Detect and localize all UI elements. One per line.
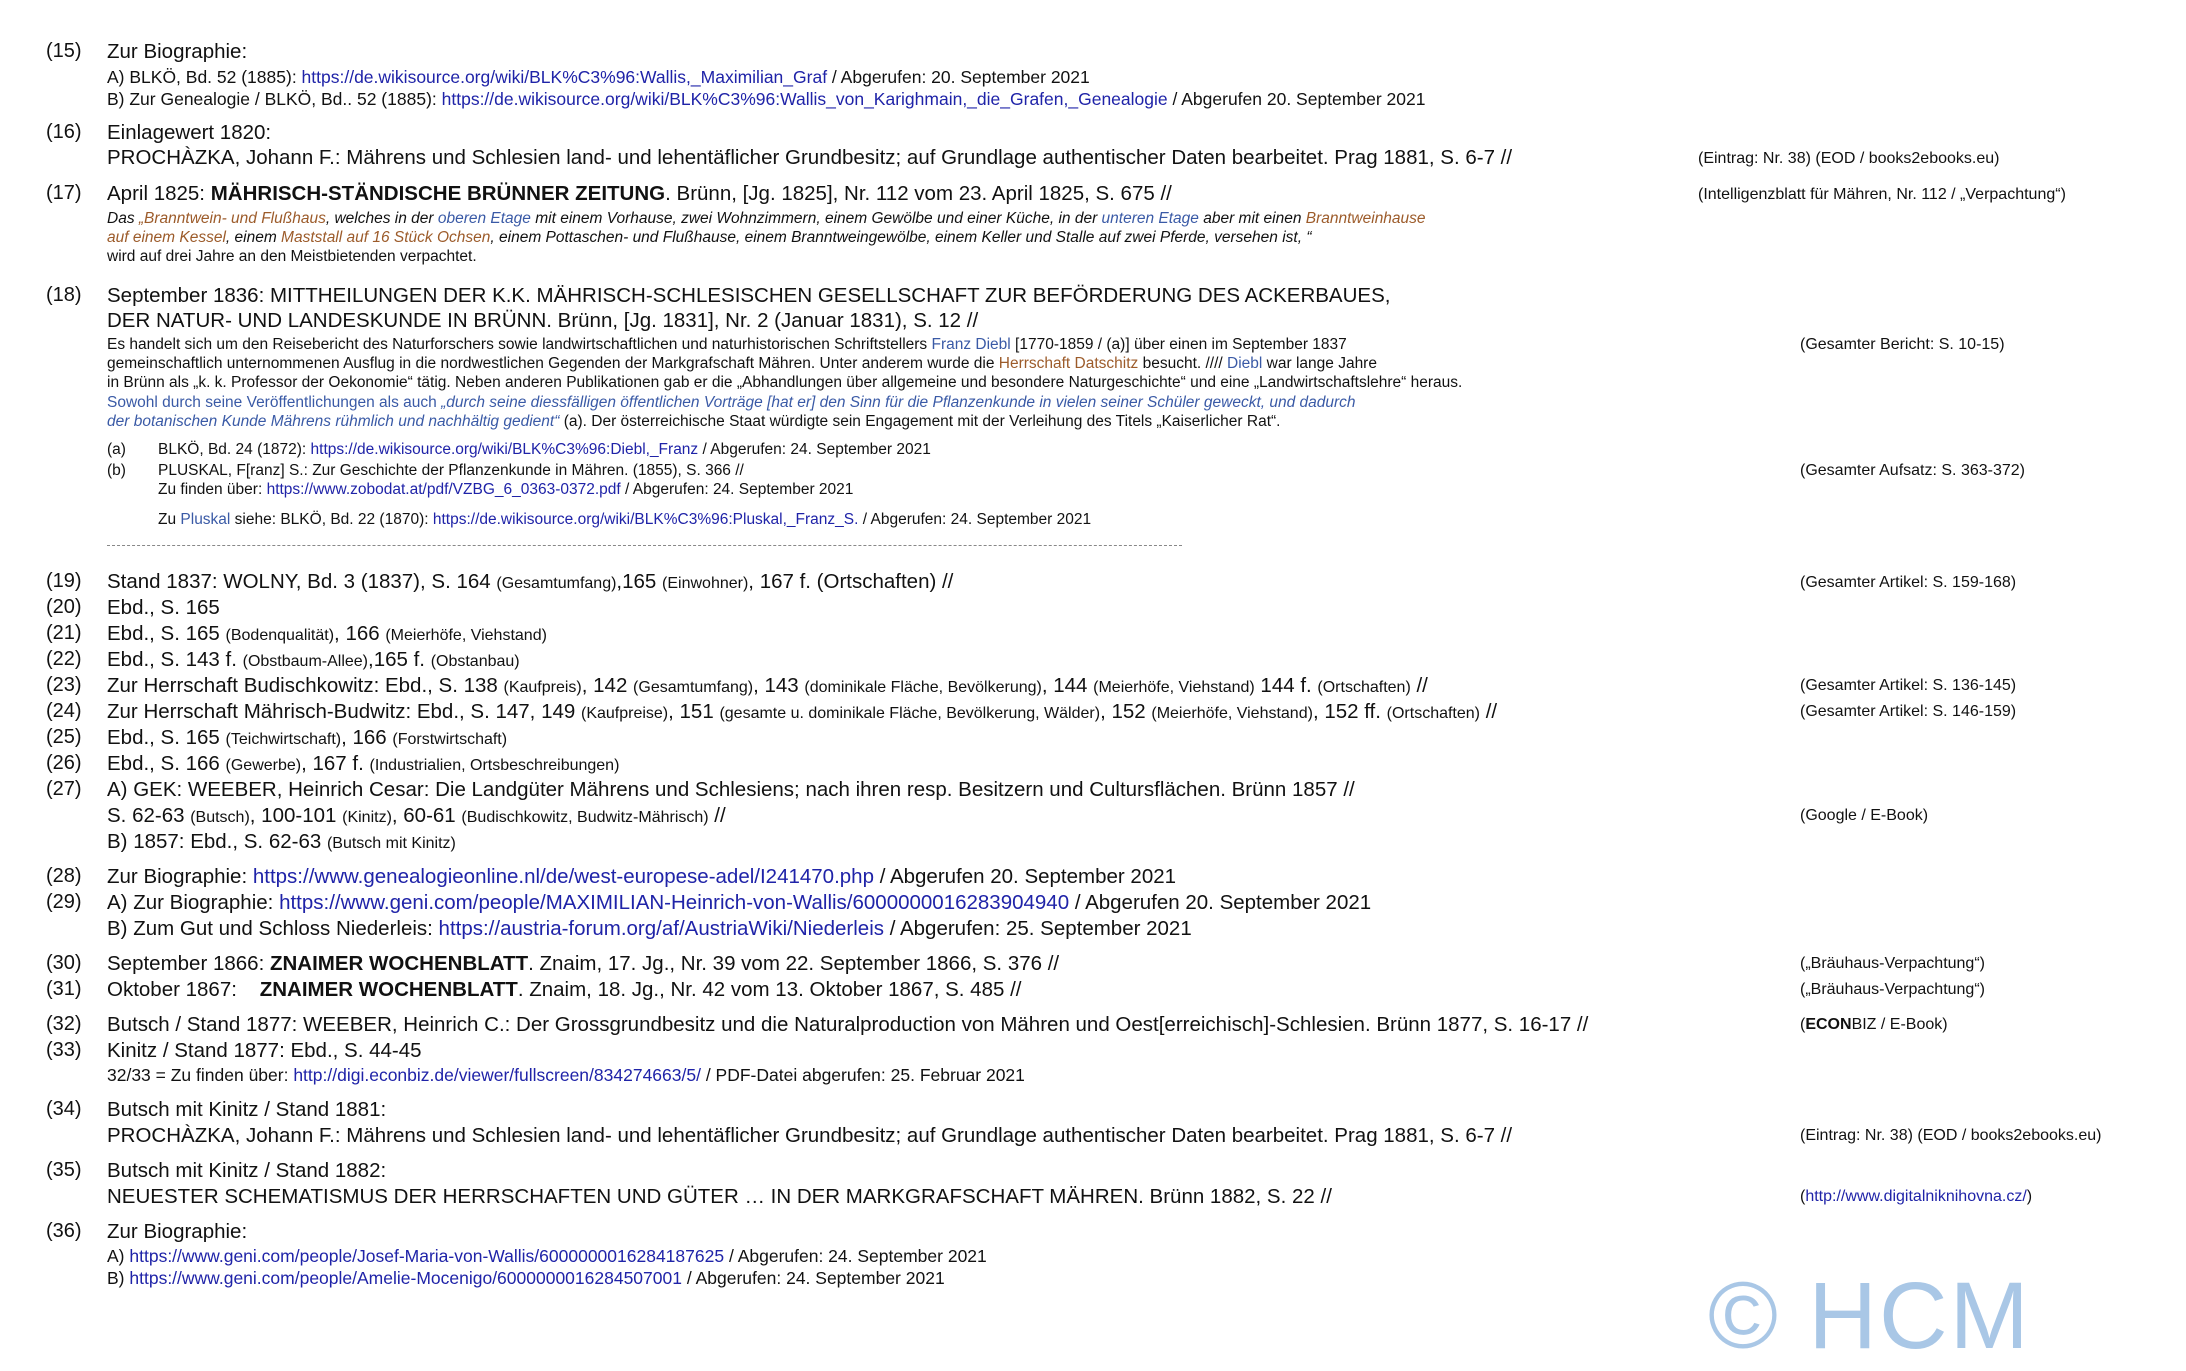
text: B) 1857: Ebd., S. 62-63 <box>107 830 327 853</box>
text: (Budischkowitz, Budwitz-Mährisch) <box>461 809 709 826</box>
text: (Industrialien, Ortsbeschreibungen) <box>369 757 620 774</box>
text: . Brünn, [Jg. 1825], Nr. 112 vom 23. April 1825, S. 675 // <box>665 182 1172 205</box>
text: (Gesamtumfang) <box>633 679 754 696</box>
note-number: (15) <box>46 40 82 62</box>
note-source: (Gesamter Artikel: S. 159-168) <box>1800 574 2017 591</box>
note-line: PROCHÀZKA, Johann F.: Mährens und Schlesien land- und lehentäflicher Grundbesitz; auf Grundlage authentischer Daten bearbeitet. Prag 1881, S. 6-7 // <box>107 146 1513 169</box>
text: Ebd., S. 166 <box>107 752 226 775</box>
text: Herrschaft Datschitz <box>998 355 1139 372</box>
text: B) Zur Genealogie / BLKÖ, Bd.. 52 (1885): <box>107 89 442 109</box>
note-number: (29) <box>46 891 82 913</box>
text: siehe: BLKÖ, Bd. 22 (1870): <box>230 511 433 528</box>
note-line <box>107 570 953 594</box>
note-line <box>107 865 1176 889</box>
text: / Abgerufen: 24. September 2021 <box>681 1268 945 1288</box>
note-line <box>107 752 619 776</box>
text: / Abgerufen: 20. September 2021 <box>827 67 1090 87</box>
text: / PDF-Datei abgerufen: 25. Februar 2021 <box>700 1065 1025 1085</box>
note-line: Butsch / Stand 1877: WEEBER, Heinrich C.: Der Grossgrundbesitz und die Naturalproduction von Mähren und Oest[erreichisch]-Schlesien. Brünn 1877, S. 16-17 // <box>107 1013 1589 1036</box>
paragraph-line <box>107 394 1356 412</box>
note-line <box>107 1246 987 1267</box>
text: ECON <box>1805 1016 1852 1033</box>
ref-line <box>158 481 853 499</box>
note-source: (Gesamter Bericht: S. 10-15) <box>1800 336 2005 353</box>
note-line <box>107 1065 1025 1086</box>
note-source: (Eintrag: Nr. 38) (EOD / books2ebooks.eu) <box>1698 150 2000 167</box>
wikisource-link[interactable]: https://de.wikisource.org/wiki/BLK%C3%96:Wallis,_Maximilian_Graf <box>301 67 828 87</box>
text: / Abgerufen: 24. September 2021 <box>858 511 1092 528</box>
note-line <box>107 648 520 672</box>
text: , 143 <box>753 674 805 697</box>
text: Zu finden über: <box>158 481 267 498</box>
text: , 144 <box>1041 674 1094 697</box>
note-number: (33) <box>46 1039 82 1061</box>
text: (Forstwirtschaft) <box>392 731 508 748</box>
note-line: NEUESTER SCHEMATISMUS DER HERRSCHAFTEN UND GÜTER … IN DER MARKGRAFSCHAFT MÄHREN. Brünn 1882, S. 22 // <box>107 1185 1332 1208</box>
wikisource-link[interactable]: https://de.wikisource.org/wiki/BLK%C3%96:Wallis_von_Karighmain,_die_Grafen,_Genealogie <box>441 89 1168 109</box>
note-line: Einlagewert 1820: <box>107 121 272 144</box>
note-title: Zur Biographie: <box>107 1220 248 1243</box>
note-line <box>107 917 1192 941</box>
note-number: (27) <box>46 778 82 800</box>
ref-label: (a) <box>107 441 126 458</box>
paragraph-line <box>107 355 1377 373</box>
note-source: (Gesamter Artikel: S. 146-159) <box>1800 703 2017 720</box>
quote-line <box>107 229 1312 247</box>
note-source <box>1800 1016 1948 1034</box>
note-number: (23) <box>46 674 82 696</box>
text: . Znaim, 17. Jg., Nr. 39 vom 22. September 1866, S. 376 // <box>528 952 1060 975</box>
text: ,165 <box>616 570 663 593</box>
note-line: PROCHÀZKA, Johann F.: Mährens und Schlesien land- und lehentäflicher Grundbesitz; auf Grundlage authentischer Daten bearbeitet. Prag 1881, S. 6-7 // <box>107 1124 1513 1147</box>
text: / Abgerufen 20. September 2021 <box>1069 891 1372 914</box>
text: Stand 1837: WOLNY, Bd. 3 (1837), S. 164 <box>107 570 497 593</box>
econbiz-link[interactable]: http://digi.econbiz.de/viewer/fullscreen/834274663/5/ <box>293 1065 701 1085</box>
note-line: Ebd., S. 165 <box>107 596 220 619</box>
text: (Obstanbau) <box>430 653 520 670</box>
text: / Abgerufen: 25. September 2021 <box>884 917 1192 940</box>
text: Maststall auf 16 Stück Ochsen <box>281 229 491 246</box>
text: (a). Der österreichische Staat würdigte sein Engagement mit der Verleihung des Titels „Kaiserlicher Rat“. <box>559 413 1281 430</box>
text: oberen Etage <box>437 210 531 227</box>
ref-line <box>158 441 931 459</box>
text: (dominikale Fläche, Bevölkerung) <box>804 679 1042 696</box>
text: // <box>708 804 726 827</box>
note-line <box>107 952 1059 976</box>
note-source <box>1800 1188 2032 1206</box>
text: B) Zum Gut und Schloss Niederleis: <box>107 917 439 940</box>
note-line <box>107 830 456 854</box>
text: der botanischen Kunde Mährens rühmlich und nachhältig gedient“ <box>107 413 560 430</box>
text: Das <box>107 210 139 227</box>
note-line <box>107 978 1021 1002</box>
paragraph-line <box>107 413 1280 431</box>
austria-forum-link[interactable]: https://austria-forum.org/af/AustriaWiki/Niederleis <box>438 917 885 940</box>
text: ( <box>1800 1188 1806 1205</box>
note-line <box>107 622 547 646</box>
newspaper-title: MÄHRISCH-STÄNDISCHE BRÜNNER ZEITUNG <box>210 182 666 205</box>
text: „durch seine diessfälligen öffentlichen Vorträge [hat er] den Sinn für die Pflanzenkunde in vielen seiner Schüler geweckt, und dadurch <box>441 394 1356 411</box>
ref-line: PLUSKAL, F[ranz] S.: Zur Geschichte der Pflanzenkunde in Mähren. (1855), S. 366 // <box>158 462 744 479</box>
text: , 152 ff. <box>1312 700 1387 723</box>
text: , 142 <box>581 674 634 697</box>
text: // <box>1480 700 1498 723</box>
text: / Abgerufen: 24. September 2021 <box>698 441 931 458</box>
text: Ebd., S. 143 f. <box>107 648 243 671</box>
digitalniknihovna-link[interactable]: http://www.digitalniknihovna.cz/ <box>1805 1188 2027 1205</box>
note-number: (34) <box>46 1098 82 1120</box>
text: / Abgerufen: 24. September 2021 <box>620 481 854 498</box>
text: . Znaim, 18. Jg., Nr. 42 vom 13. Oktober 1867, S. 485 // <box>517 978 1022 1001</box>
text: , 152 <box>1100 700 1152 723</box>
note-line <box>107 700 1497 724</box>
text: Branntweinhause <box>1305 210 1426 227</box>
note-number: (22) <box>46 648 82 670</box>
text: „Branntwein- und Flußhaus <box>138 210 326 227</box>
text: , welches in der <box>325 210 438 227</box>
text: (Meierhöfe, Viehstand) <box>1093 679 1255 696</box>
text: ) <box>2026 1188 2033 1205</box>
note-number: (16) <box>46 121 82 143</box>
note-line <box>107 89 1425 110</box>
text: (Einwohner) <box>662 575 749 592</box>
text: Franz Diebl <box>931 336 1011 353</box>
text: [1770-1859 / (a)] über einen im September 1837 <box>1010 336 1347 353</box>
text: (Meierhöfe, Viehstand) <box>1151 705 1313 722</box>
text: S. 62-63 <box>107 804 191 827</box>
geni-link[interactable]: https://www.geni.com/people/MAXIMILIAN-Heinrich-von-Wallis/6000000016283904940 <box>279 891 1070 914</box>
note-line: DER NATUR- UND LANDESKUNDE IN BRÜNN. Brünn, [Jg. 1831], Nr. 2 (Januar 1831), S. 12 // <box>107 309 979 332</box>
text: gemeinschaftlich unternommenen Ausflug in die nordwestlichen Gegenden der Markgrafschaft Mähren. Unter anderem wurde die <box>107 355 999 372</box>
note-line <box>107 891 1371 915</box>
text: , 167 f. (Ortschaften) // <box>748 570 954 593</box>
text: (Ortschaften) <box>1317 679 1411 696</box>
text: , 100-101 <box>249 804 343 827</box>
text: BLKÖ, Bd. 24 (1872): <box>158 441 311 458</box>
text: (Kaufpreise) <box>580 705 669 722</box>
text: (Kinitz) <box>342 809 392 826</box>
note-line <box>107 726 507 750</box>
text: Zur Herrschaft Budischkowitz: Ebd., S. 138 <box>107 674 504 697</box>
note-source: (Eintrag: Nr. 38) (EOD / books2ebooks.eu) <box>1800 1127 2102 1144</box>
zobodat-link[interactable]: https://www.zobodat.at/pdf/VZBG_6_0363-0372.pdf <box>266 481 621 498</box>
note-number: (31) <box>46 978 82 1000</box>
text: April 1825: <box>107 182 211 205</box>
text: , einem Pottaschen- und Flußhause, einem Branntweingewölbe, einem Keller und Stalle auf zwei Pferde, versehen ist, “ <box>490 229 1312 246</box>
text: Oktober 1867: <box>107 978 260 1001</box>
text: (Bodenqualität) <box>225 627 335 644</box>
text: unteren Etage <box>1101 210 1199 227</box>
text: // <box>1410 674 1428 697</box>
text: (gesamte u. dominikale Fläche, Bevölkerung, Wälder) <box>719 705 1101 722</box>
text: Zu <box>158 511 181 528</box>
text: September 1866: <box>107 952 270 975</box>
note-line <box>107 1268 945 1289</box>
note-number: (30) <box>46 952 82 974</box>
text: besucht. //// <box>1138 355 1228 372</box>
wikisource-link[interactable]: https://de.wikisource.org/wiki/BLK%C3%96:Pluskal,_Franz_S. <box>432 511 859 528</box>
text: (Teichwirtschaft) <box>225 731 342 748</box>
text: Zur Biographie: <box>107 865 253 888</box>
text: Ebd., S. 165 <box>107 622 226 645</box>
wikisource-link[interactable]: https://de.wikisource.org/wiki/BLK%C3%96:Diebl,_Franz <box>310 441 699 458</box>
note-source: („Bräuhaus-Verpachtung“) <box>1800 981 1985 998</box>
dashed-divider <box>107 545 1182 546</box>
text: Es handelt sich um den Reisebericht des Naturforschers sowie landwirtschaftlichen und naturhistorischen Schriftstellers <box>107 336 932 353</box>
ref-line <box>158 511 1091 529</box>
text: (Kaufpreis) <box>503 679 582 696</box>
note-line <box>107 674 1428 698</box>
note-line: A) GEK: WEEBER, Heinrich Cesar: Die Landgüter Mährens und Schlesiens; nach ihren resp. Besitzern und Cultursflächen. Brünn 1857 // <box>107 778 1355 801</box>
note-number: (25) <box>46 726 82 748</box>
note-line: Kinitz / Stand 1877: Ebd., S. 44-45 <box>107 1039 422 1062</box>
note-line: September 1836: MITTHEILUNGEN DER K.K. MÄHRISCH-SCHLESISCHEN GESELLSCHAFT ZUR BEFÖRDERUNG DES ACKERBAUES, <box>107 284 1391 307</box>
text: Pluskal <box>180 511 231 528</box>
text: Ebd., S. 165 <box>107 726 226 749</box>
paragraph-line: in Brünn als „k. k. Professor der Oekonomie“ tätig. Neben anderen Publikationen gab er die „Abhandlungen über allgemeine und besondere Naturgeschichte“ und eine „Landwirtschaftslehre“ heraus. <box>107 374 1463 391</box>
text: , 60-61 <box>391 804 462 827</box>
geni-link[interactable]: https://www.geni.com/people/Amelie-Mocenigo/6000000016284507001 <box>129 1268 682 1288</box>
note-source: (Intelligenzblatt für Mähren, Nr. 112 / „Verpachtung“) <box>1698 186 2066 203</box>
note-number: (36) <box>46 1220 82 1242</box>
note-title: Zur Biographie: <box>107 40 248 63</box>
text: aber mit einen <box>1198 210 1306 227</box>
ref-label: (b) <box>107 462 126 479</box>
note-source: („Bräuhaus-Verpachtung“) <box>1800 955 1985 972</box>
text: 144 f. <box>1254 674 1318 697</box>
copyright-watermark: © HCM <box>1708 1263 2031 1369</box>
newspaper-title: ZNAIMER WOCHENBLATT <box>259 978 518 1001</box>
newspaper-title: ZNAIMER WOCHENBLATT <box>269 952 529 975</box>
quote-line: wird auf drei Jahre an den Meistbietenden verpachtet. <box>107 248 477 265</box>
text: , 166 <box>334 622 386 645</box>
note-source: (Gesamter Aufsatz: S. 363-372) <box>1800 462 2025 479</box>
text: , 166 <box>341 726 393 749</box>
text: (Butsch mit Kinitz) <box>326 835 456 852</box>
text: war lange Jahre <box>1262 355 1377 372</box>
note-number: (19) <box>46 570 82 592</box>
text: / Abgerufen 20. September 2021 <box>874 865 1177 888</box>
text: (Gewerbe) <box>225 757 302 774</box>
note-line <box>107 67 1090 88</box>
note-number: (35) <box>46 1159 82 1181</box>
text: (Obstbaum-Allee) <box>242 653 368 670</box>
note-line <box>107 804 726 828</box>
note-line: Butsch mit Kinitz / Stand 1881: <box>107 1098 387 1121</box>
text: (Meierhöfe, Viehstand) <box>385 627 547 644</box>
note-number: (20) <box>46 596 82 618</box>
text: auf einem Kessel <box>107 229 226 246</box>
quote-line <box>107 210 1426 228</box>
text: A) BLKÖ, Bd. 52 (1885): <box>107 67 302 87</box>
note-source: (Google / E-Book) <box>1800 807 1929 824</box>
note-line: Butsch mit Kinitz / Stand 1882: <box>107 1159 387 1182</box>
text: , 151 <box>668 700 720 723</box>
geni-link[interactable]: https://www.geni.com/people/Josef-Maria-von-Wallis/6000000016284187625 <box>129 1246 725 1266</box>
text: Diebl <box>1227 355 1263 372</box>
text: A) <box>107 1246 130 1266</box>
text: 32/33 = Zu finden über: <box>107 1065 294 1085</box>
text: (Ortschaften) <box>1386 705 1480 722</box>
text: , einem <box>225 229 282 246</box>
note-source: (Gesamter Artikel: S. 136-145) <box>1800 677 2017 694</box>
text: / Abgerufen 20. September 2021 <box>1167 89 1426 109</box>
text: B) <box>107 1268 130 1288</box>
note-number: (24) <box>46 700 82 722</box>
paragraph-line <box>107 336 1347 354</box>
text: A) Zur Biographie: <box>107 891 280 914</box>
text: / Abgerufen: 24. September 2021 <box>724 1246 987 1266</box>
note-number: (17) <box>46 182 82 204</box>
text: Zur Herrschaft Mährisch-Budwitz: Ebd., S. 147, 149 <box>107 700 581 723</box>
text: (Butsch) <box>190 809 250 826</box>
genealogieonline-link[interactable]: https://www.genealogieonline.nl/de/west-europese-adel/I241470.php <box>252 865 874 888</box>
note-number: (21) <box>46 622 82 644</box>
text: ( <box>1800 1016 1806 1033</box>
note-number: (32) <box>46 1013 82 1035</box>
note-line <box>107 182 1172 206</box>
text: BIZ / E-Book) <box>1851 1016 1948 1033</box>
note-number: (28) <box>46 865 82 887</box>
text: (Gesamtumfang) <box>496 575 617 592</box>
text: Sowohl durch seine Veröffentlichungen als auch <box>107 394 442 411</box>
text: , 167 f. <box>301 752 370 775</box>
note-number: (18) <box>46 284 82 306</box>
note-number: (26) <box>46 752 82 774</box>
text: ,165 f. <box>368 648 431 671</box>
text: mit einem Vorhause, zwei Wohnzimmern, einem Gewölbe und einer Küche, in der <box>530 210 1102 227</box>
